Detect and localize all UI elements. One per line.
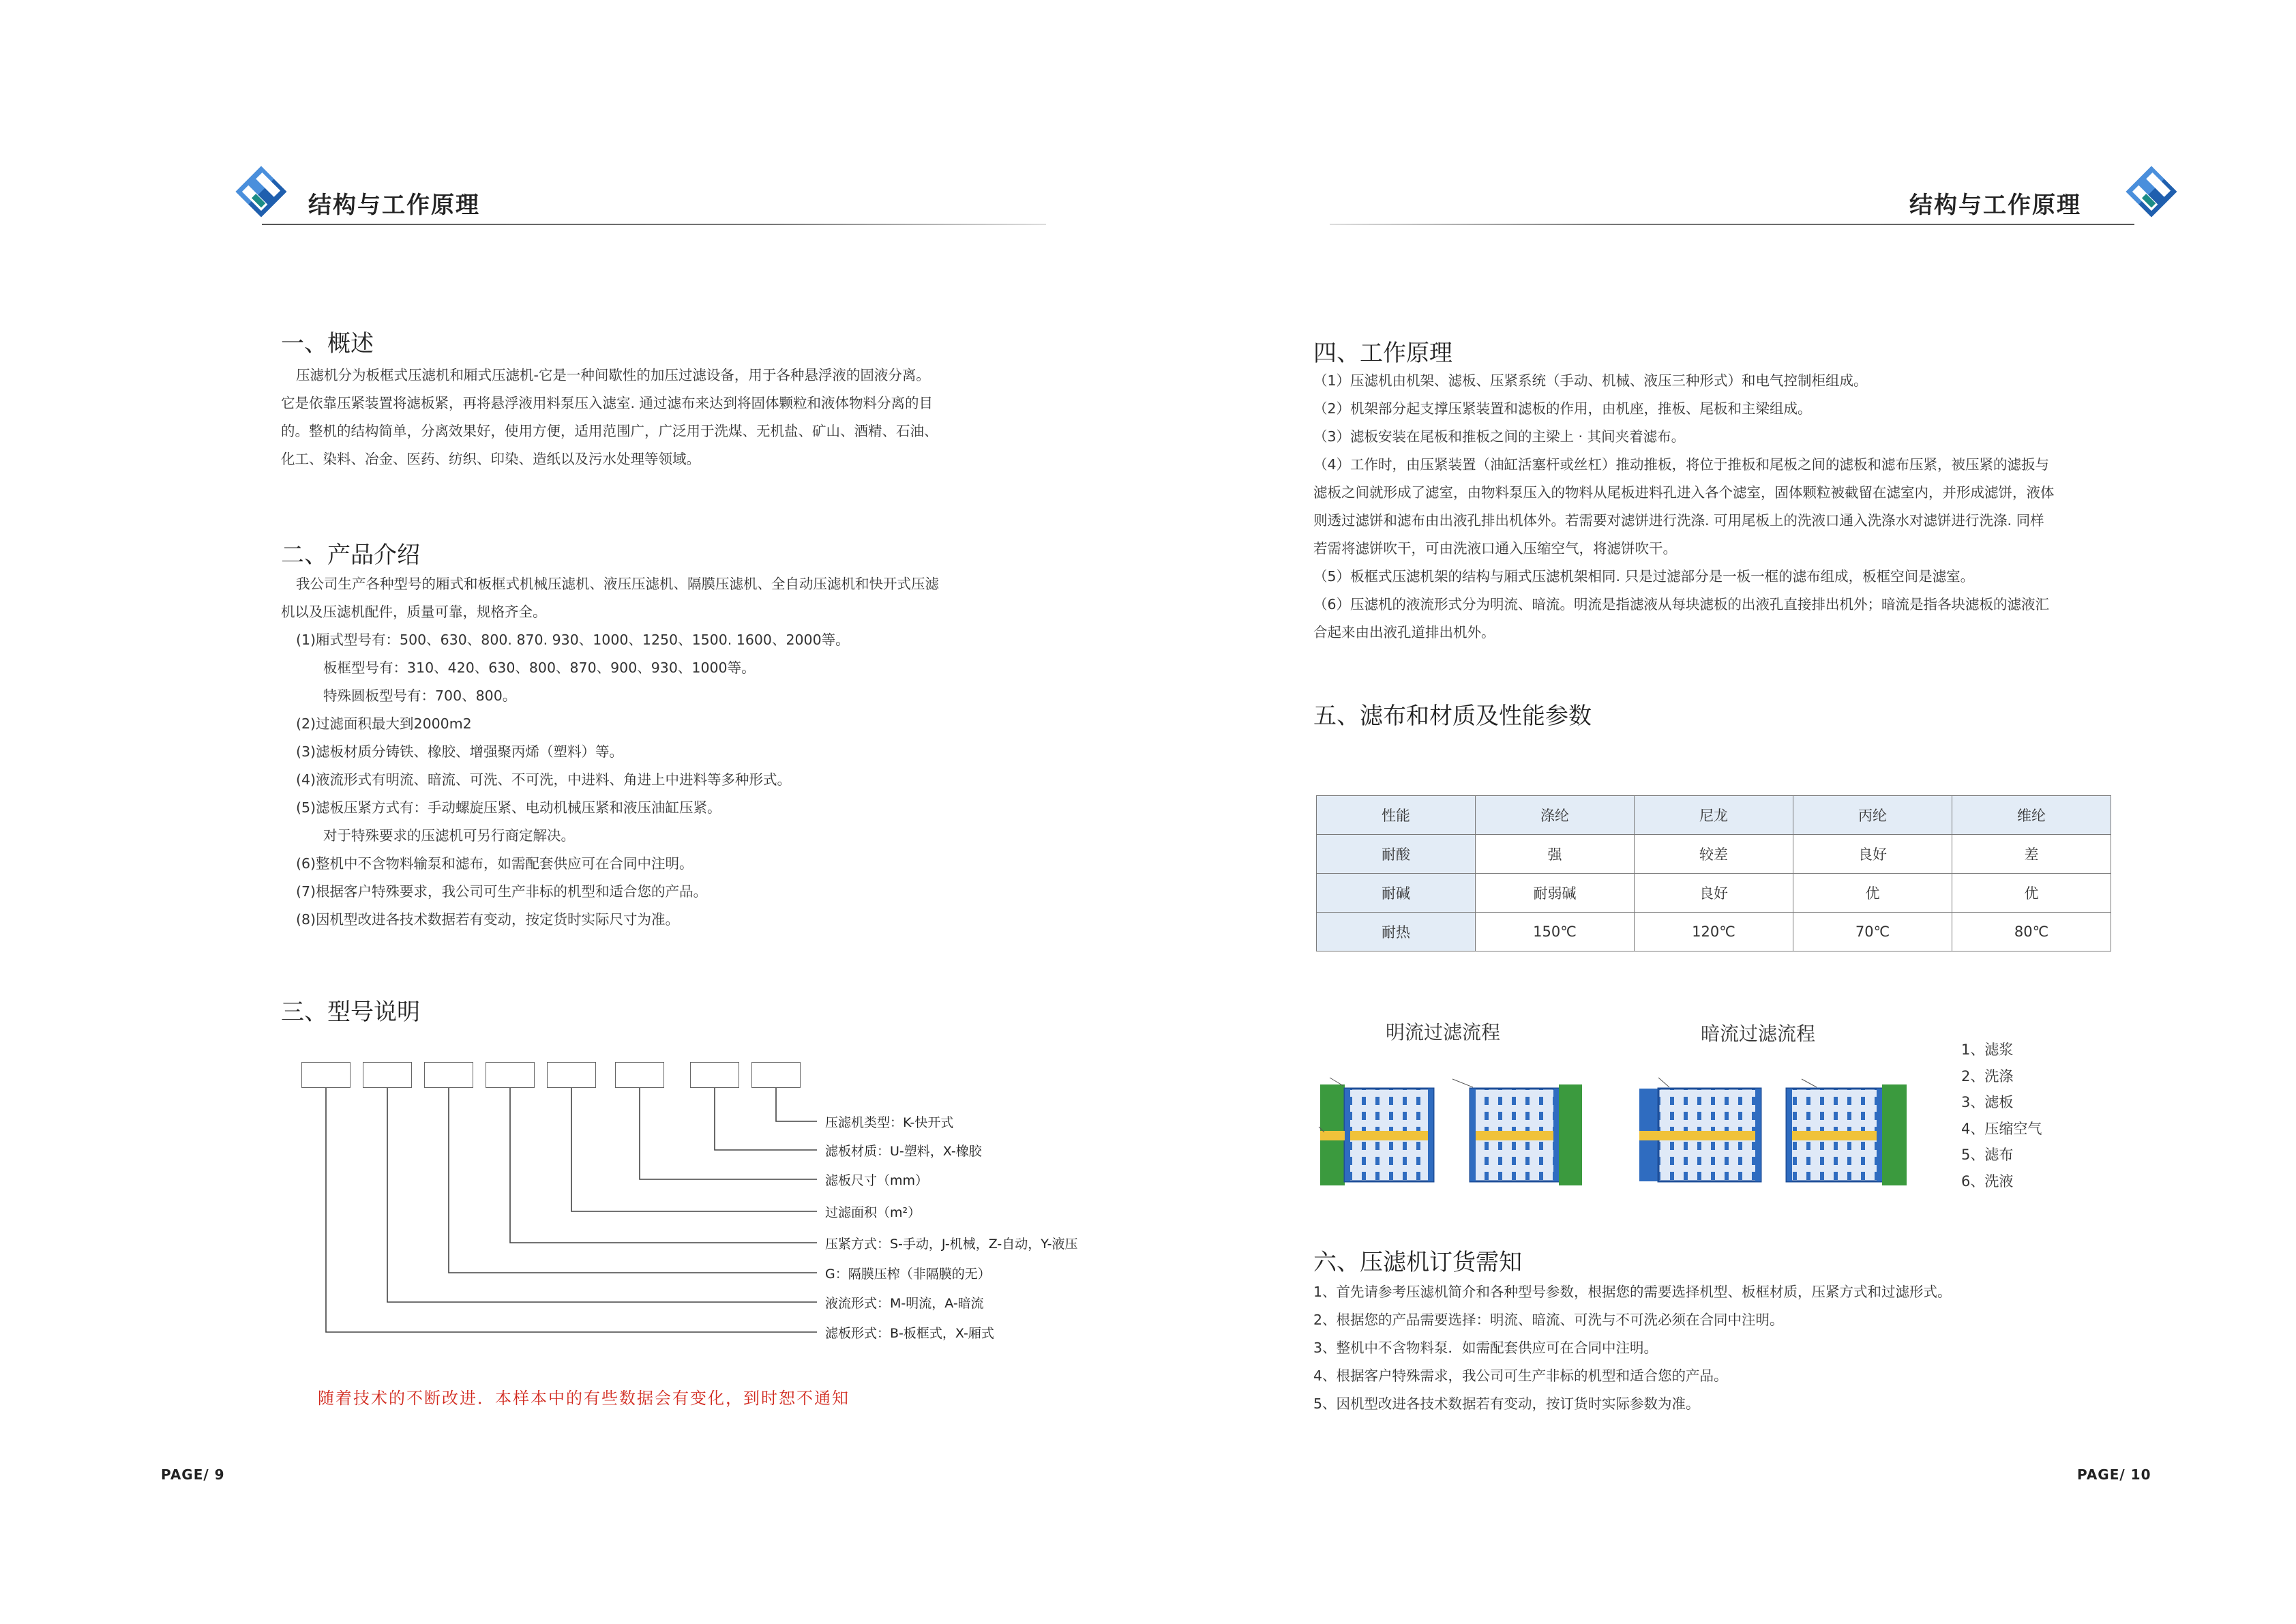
table-cell: 优 [1793, 874, 1952, 913]
table-header-cell: 维纶 [1952, 796, 2111, 835]
table-cell: 良好 [1635, 874, 1793, 913]
product-item: (5)滤板压紧方式有：手动螺旋压紧、电动机械压紧和液压油缸压紧。 [296, 799, 721, 816]
table-header-cell: 尼龙 [1635, 796, 1793, 835]
principle-line: （5）板框式压滤机架的结构与厢式压滤机架相同. 只是过滤部分是一板一框的滤布组成，板框空间是滤室。 [1313, 568, 1975, 585]
overview-line: 的。整机的结构简单，分离效果好，使用方便，适用范围广，广泛用于洗煤、无机盐、矿山、酒精、石油、 [281, 423, 938, 439]
closed-flow-title: 暗流过滤流程 [1701, 1022, 1816, 1045]
flow-legend-item: 3、滤板 [1961, 1094, 2014, 1110]
table-cell: 耐热 [1317, 913, 1476, 951]
product-item: (7)根据客户特殊要求，我公司可生产非标的机型和适合您的产品。 [296, 883, 708, 900]
product-item: (2)过滤面积最大到2000m2 [296, 715, 472, 732]
overview-title: 一、概述 [281, 330, 374, 357]
table-cell: 较差 [1635, 835, 1793, 874]
product-item: (3)滤板材质分铸铁、橡胶、增强聚丙烯（塑料）等。 [296, 743, 624, 760]
table-cell: 差 [1952, 835, 2111, 874]
model-label-press-mode: 压紧方式：S-手动，J-机械，Z-自动，Y-液压 [825, 1237, 1078, 1252]
principle-line: （6）压滤机的液流形式分为明流、暗流。明流是指滤液从每块滤板的出液孔直接排出机外；暗流是指各块滤板的滤液汇 [1313, 596, 2050, 612]
model-label-flow-type: 液流形式：M-明流，A-暗流 [825, 1296, 984, 1311]
overview-line: 压滤机分为板框式压滤机和厢式压滤机-它是一种间歇性的加压过滤设备，用于各种悬浮液的固液分离。 [296, 367, 930, 383]
flow-legend-item: 1、滤浆 [1961, 1042, 2014, 1058]
table-header-cell: 性能 [1317, 796, 1476, 835]
table-header-cell: 丙纶 [1793, 796, 1952, 835]
company-logo-icon [2125, 165, 2178, 218]
model-title: 三、型号说明 [281, 999, 420, 1026]
right-header-rule [1330, 224, 2134, 225]
principle-text [1313, 367, 2055, 647]
table-cell: 优 [1952, 874, 2111, 913]
notice-text: 随着技术的不断改进．本样本中的有些数据会有变化，到时恕不通知 [318, 1389, 850, 1408]
product-item: (4)液流形式有明流、暗流、可洗、不可洗，中进料、角进上中进料等多种形式。 [296, 771, 792, 788]
product-title: 二、产品介绍 [281, 542, 420, 569]
model-label-plate-material: 滤板材质：U-塑料，X-橡胶 [825, 1144, 982, 1159]
materials-title: 五、滤布和材质及性能参数 [1313, 703, 1592, 730]
table-row [1317, 913, 2111, 951]
ordering-line: 5、因机型改进各技术数据若有变动，按订货时实际参数为准。 [1313, 1396, 1700, 1412]
table-cell: 120℃ [1635, 913, 1793, 951]
principle-line: 则透过滤饼和滤布由出液孔排出机体外。若需要对滤饼进行洗涤. 可用尾板上的洗液口通入洗涤水对滤饼进行洗涤. 同样 [1313, 512, 2044, 529]
left-header-title: 结构与工作原理 [308, 192, 480, 219]
table-cell: 耐弱碱 [1476, 874, 1635, 913]
product-item: (8)因机型改进各技术数据若有变动，按定货时实际尺寸为准。 [296, 911, 680, 928]
open-flow-diagram [1316, 1064, 1602, 1200]
principle-line: （3）滤板安装在尾板和推板之间的主梁上 · 其间夹着滤布。 [1313, 428, 1686, 445]
table-cell: 耐碱 [1317, 874, 1476, 913]
overview-line: 化工、染料、冶金、医药、纺织、印染、造纸以及污水处理等领域。 [281, 451, 700, 467]
table-cell: 强 [1476, 835, 1635, 874]
model-label-diaphragm: G：隔膜压榨（非隔膜的无） [825, 1267, 991, 1282]
principle-line: （2）机架部分起支撑压紧装置和滤板的作用，由机座，推板、尾板和主梁组成。 [1313, 400, 1812, 417]
product-item: (6)整机中不含物料输泵和滤布，如需配套供应可在合同中注明。 [296, 855, 694, 872]
table-cell: 150℃ [1476, 913, 1635, 951]
flow-legend-item: 4、压缩空气 [1961, 1120, 2042, 1137]
table-cell: 80℃ [1952, 913, 2111, 951]
table-row [1317, 874, 2111, 913]
ordering-title: 六、压滤机订货需知 [1313, 1249, 1522, 1276]
principle-line: 合起来由出液孔道排出机外。 [1313, 624, 1495, 640]
flow-legend-item: 6、洗液 [1961, 1172, 2014, 1190]
ordering-line: 1、首先请参考压滤机简介和各种型号参数，根据您的需要选择机型、板框材质，压紧方式和过滤形式。 [1313, 1284, 1952, 1300]
ordering-line: 2、根据您的产品需要选择：明流、暗流、可洗与不可洗必须在合同中注明。 [1313, 1312, 1784, 1328]
table-cell: 良好 [1793, 835, 1952, 874]
table-row [1317, 835, 2111, 874]
product-item: (1)厢式型号有：500、630、800. 870. 930、1000、1250、1500. 1600、2000等。 [296, 632, 850, 648]
model-label-filter-type: 压滤机类型：K-快开式 [825, 1115, 954, 1130]
product-intro-line: 机以及压滤机配件，质量可靠，规格齐全。 [281, 604, 547, 620]
principle-line: 若需将滤饼吹干，可由洗液口通入压缩空气，将滤饼吹干。 [1313, 540, 1677, 557]
cloth-performance-table [1316, 795, 2111, 951]
right-page-number: PAGE/ 10 [2077, 1466, 2151, 1483]
flow-legend [1961, 1037, 2042, 1194]
product-intro-line: 我公司生产各种型号的厢式和板框式机械压滤机、液压压滤机、隔膜压滤机、全自动压滤机和快开式压滤 [296, 576, 939, 592]
open-flow-title: 明流过滤流程 [1386, 1021, 1501, 1044]
principle-line: （4）工作时，由压紧装置（油缸活塞杆或丝杠）推动推板，将位于推板和尾板之间的滤板和滤布压紧，被压紧的滤扳与 [1313, 456, 2050, 473]
right-header-title: 结构与工作原理 [1909, 192, 2081, 219]
left-page-number: PAGE/ 9 [161, 1466, 225, 1483]
principle-line: 滤板之间就形成了滤室，由物料泵压入的物料从尾板进料孔进入各个滤室，固体颗粒被截留在滤室内，并形成滤饼，液体 [1313, 484, 2055, 501]
flow-legend-item: 2、洗涤 [1961, 1067, 2014, 1084]
table-header-row [1317, 796, 2111, 835]
ordering-line: 4、根据客户特殊需求，我公司可生产非标的机型和适合您的产品。 [1313, 1368, 1728, 1384]
product-item: 板框型号有：310、420、630、800、870、900、930、1000等。 [323, 660, 756, 676]
product-item: 特殊圆板型号有：700、800。 [323, 688, 517, 704]
model-label-plate-size: 滤板尺寸（mm） [825, 1173, 929, 1188]
ordering-text [1313, 1278, 1952, 1418]
model-code-connector-lines [0, 0, 1159, 1432]
principle-title: 四、工作原理 [1313, 340, 1452, 367]
model-label-filter-area: 过滤面积（m²） [825, 1205, 921, 1220]
closed-flow-diagram [1638, 1064, 1924, 1200]
table-cell: 70℃ [1793, 913, 1952, 951]
flow-legend-item: 5、滤布 [1961, 1147, 2014, 1163]
overview-line: 它是依靠压紧装置将滤板紧，再将悬浮液用料泵压入滤室. 通过滤布来达到将固体颗粒和液体物料分离的目 [281, 395, 934, 411]
table-cell: 耐酸 [1317, 835, 1476, 874]
ordering-line: 3、整机中不含物料泵．如需配套供应可在合同中注明。 [1313, 1340, 1658, 1356]
model-label-plate-form: 滤板形式：B-板框式，X-厢式 [825, 1326, 994, 1341]
product-item: 对于特殊要求的压滤机可另行商定解决。 [323, 827, 575, 844]
table-header-cell: 涤纶 [1476, 796, 1635, 835]
principle-line: （1）压滤机由机架、滤板、压紧系统（手动、机械、液压三种形式）和电气控制柜组成。 [1313, 372, 1868, 389]
